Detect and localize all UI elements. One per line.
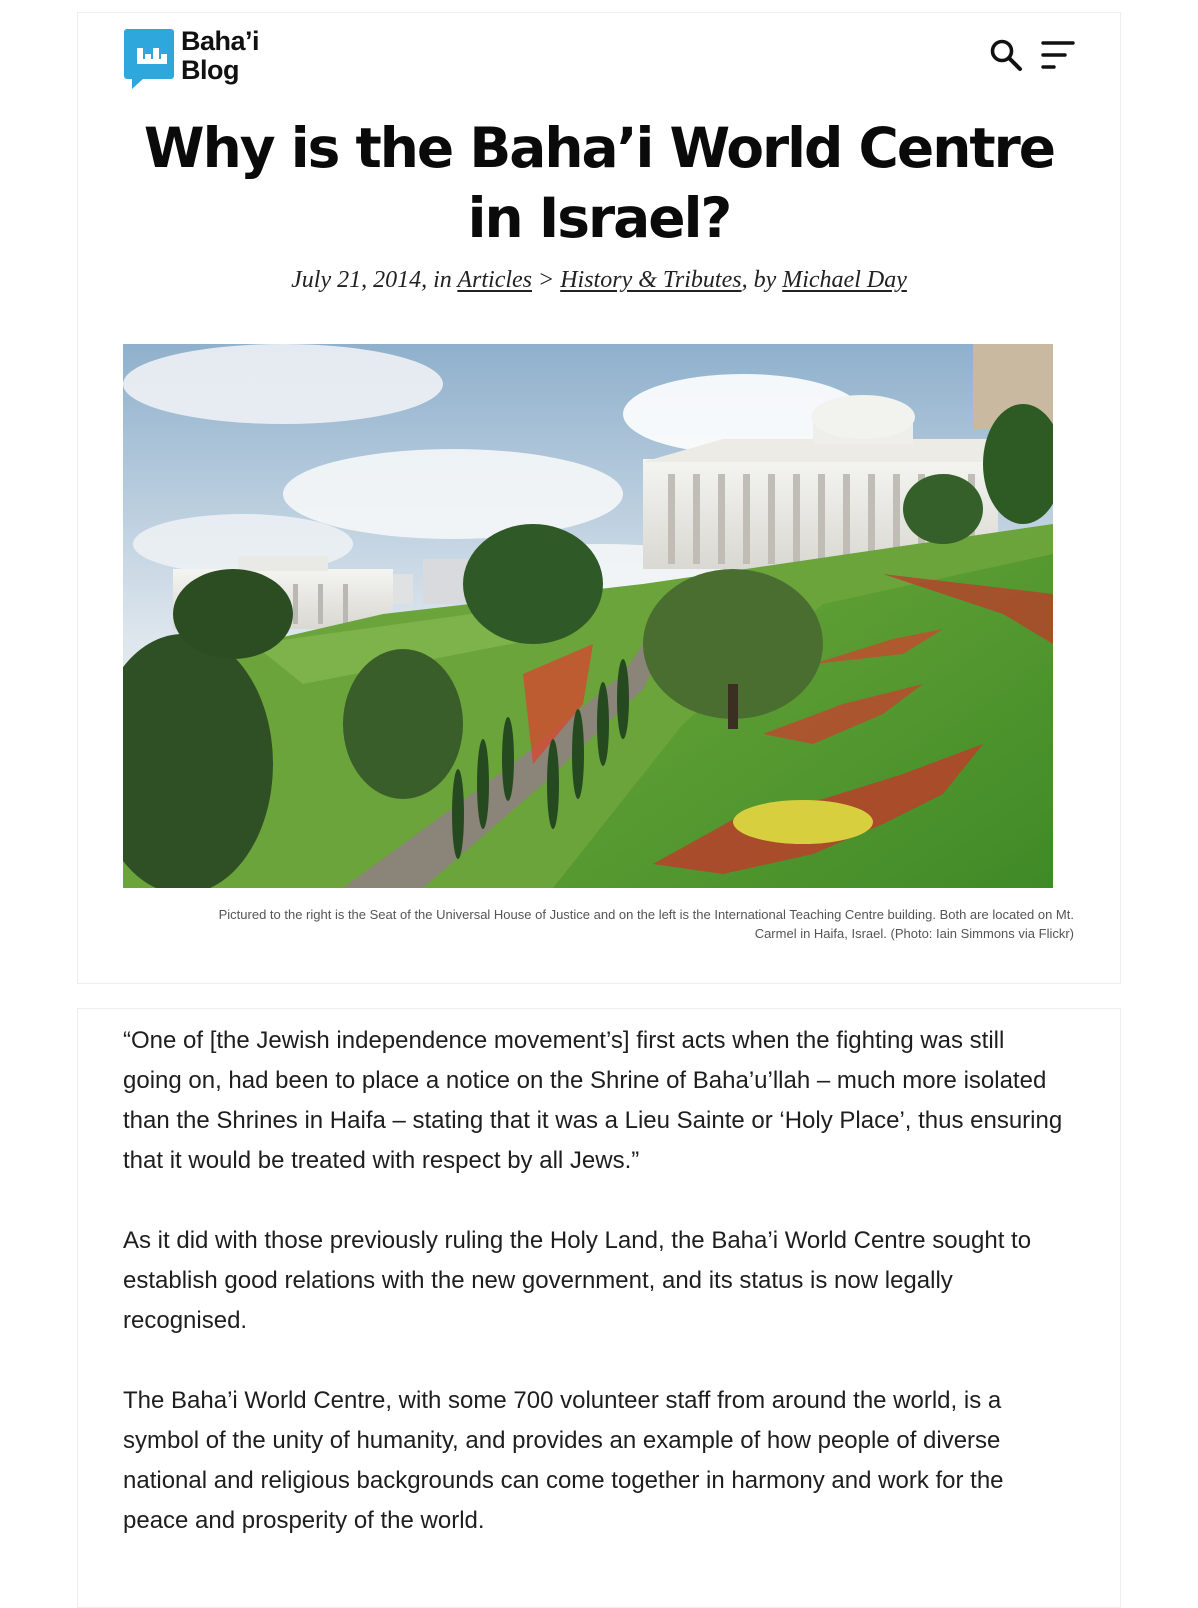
article-body-card [77,1008,1121,1608]
logo-line-1: Baha’i [181,26,260,56]
logo-line-2: Blog [181,55,239,85]
logo-icon [124,29,174,79]
logo-text [181,27,259,85]
paragraph-1: “One of [the Jewish independence movement’s] first acts when the fighting was still going on, had been to place a notice on the Shrine of Baha’u’llah – much more isolated than the Shrines in Haifa – stating that it was a Lieu Sainte or ‘Holy Place’, thus ensuring that it would be treated with respect by all Jews.” [123,1027,1063,1174]
meta-sep-in: , in [421,267,458,293]
meta-sep-by: , by [741,267,783,293]
article-body [123,1021,1063,1581]
hero-image [123,344,1053,888]
menu-button[interactable] [1040,37,1076,73]
menu-icon [1041,38,1075,72]
image-caption: Pictured to the right is the Seat of the Universal House of Justice and on the left is the International Teaching Centre building. Both are located on Mt. Carmel in Haifa, Israel. (Photo: Iain Simmons via Flickr) [218,907,1074,941]
page-title: Why is the Baha’i World Centre in Israel? [143,116,1055,250]
article-date: July 21, 2014 [291,267,422,293]
meta-sep-gt: > [532,267,561,293]
subcategory-link[interactable]: History & Tributes [560,267,742,293]
search-button[interactable] [988,37,1024,73]
article-header-card [77,12,1121,984]
site-logo[interactable] [124,27,259,85]
paragraph-3: The Baha’i World Centre, with some 700 volunteer staff from around the world, is a symbol of the unity of humanity, and provides an example of how people of diverse national and religious backgrounds can come together in harmony and work for the peace and prosperity of the world. [123,1387,1004,1534]
header-actions [988,37,1076,73]
category-link[interactable]: Articles [457,267,533,293]
paragraph-2: As it did with those previously ruling the Holy Land, the Baha’i World Centre sought to establish good relations with the new government, and its status is now legally recognised. [123,1227,1032,1334]
search-icon [989,38,1023,72]
article-meta [78,267,1120,294]
author-link[interactable]: Michael Day [782,267,907,293]
